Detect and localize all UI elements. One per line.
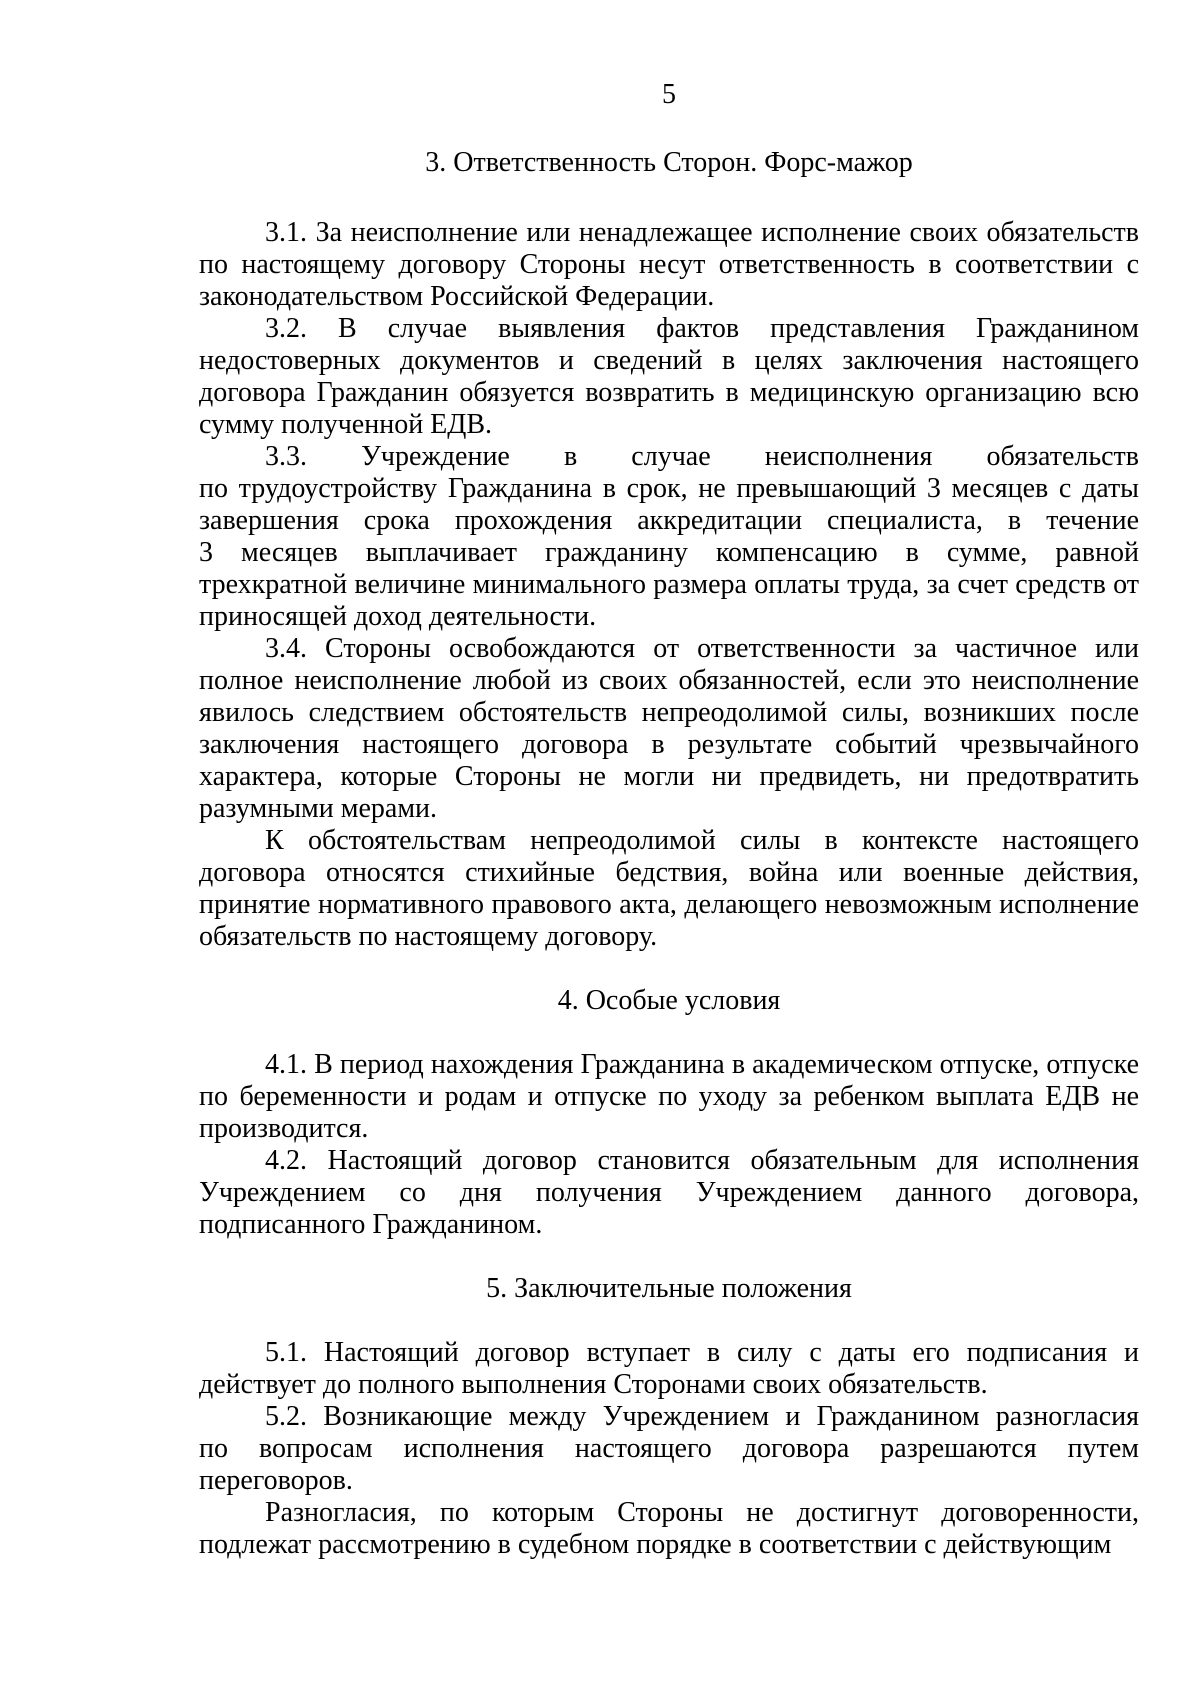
section-heading-4: 4. Особые условия <box>557 985 781 1016</box>
page-number: 5 <box>662 79 676 110</box>
paragraph-disputes: Разногласия, по которым Стороны не достигнут договоренности, подлежат рассмотрению в судебном порядке в соответствии с действующим <box>199 1497 1139 1560</box>
section-heading-3: 3. Ответственность Сторон. Форс-мажор <box>425 147 913 178</box>
paragraph-3-4: 3.4. Стороны освобождаются от ответственности за частичное или полное неисполнение любой из своих обязанностей, если это неисполнение явилось следствием обстоятельств непреодолимой силы, возникших после заключения настоящего договора в результате событий чрезвычайного характера, которые Стороны не могли ни предвидеть, ни предотвратить разумными мерами. <box>199 633 1139 824</box>
section-heading-5: 5. Заключительные положения <box>486 1273 852 1304</box>
paragraph-3-1: 3.1. За неисполнение или ненадлежащее исполнение своих обязательств по настоящему договору Стороны несут ответственность в соответствии с законодательством Российской Федерации. <box>199 217 1139 312</box>
paragraph-5-1: 5.1. Настоящий договор вступает в силу с даты его подписания и действует до полного выполнения Сторонами своих обязательств. <box>199 1337 1139 1400</box>
paragraph-3-3: 3.3. Учреждение в случае неисполнения обязательств по трудоустройству Гражданина в срок, не превышающий 3 месяцев с даты завершения срока прохождения аккредитации специалиста, в течение 3 месяцев выплачивает гражданину компенсацию в сумме, равной трехкратной величине минимального размера оплаты труда, за счет средств от приносящей доход деятельности. <box>199 441 1139 632</box>
paragraph-5-2: 5.2. Возникающие между Учреждением и Гражданином разногласия по вопросам исполнения настоящего договора разрешаются путем переговоров. <box>199 1401 1139 1496</box>
paragraph-force-majeure-note: К обстоятельствам непреодолимой силы в контексте настоящего договора относятся стихийные бедствия, война или военные действия, принятие нормативного правового акта, делающего невозможным исполнение обязательств по настоящему договору. <box>199 825 1139 952</box>
paragraph-4-2: 4.2. Настоящий договор становится обязательным для исполнения Учреждением со дня получения Учреждением данного договора, подписанного Гражданином. <box>199 1145 1139 1240</box>
paragraph-3-2: 3.2. В случае выявления фактов представления Гражданином недостоверных документов и сведений в целях заключения настоящего договора Гражданин обязуется возвратить в медицинскую организацию всю сумму полученной ЕДВ. <box>199 313 1139 440</box>
paragraph-4-1: 4.1. В период нахождения Гражданина в академическом отпуске, отпуске по беременности и родам и отпуске по уходу за ребенком выплата ЕДВ не производится. <box>199 1049 1139 1144</box>
